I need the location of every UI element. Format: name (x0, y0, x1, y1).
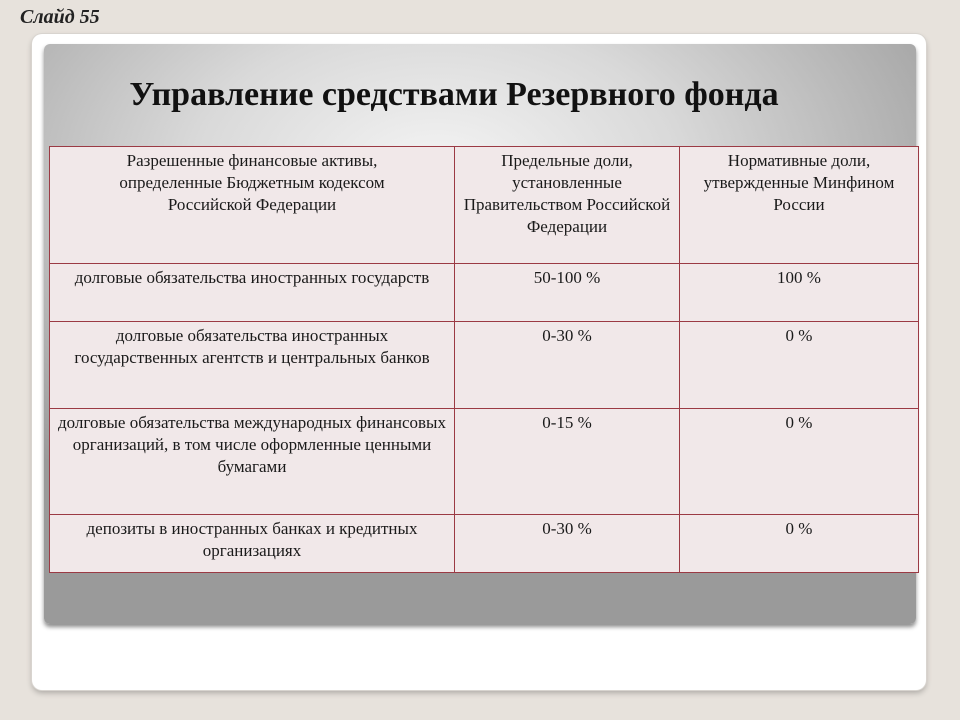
slide-number: Слайд 55 (20, 6, 100, 28)
limit-cell: 0-30 % (455, 322, 680, 409)
table-row (50, 515, 919, 573)
table-row (50, 264, 919, 322)
norm-cell: 0 % (680, 322, 919, 409)
asset-cell (50, 515, 455, 573)
asset-cell: долговые обязательства иностранных государств (50, 264, 455, 322)
slide-title: Управление средствами Резервного фонда (129, 76, 779, 113)
asset-text: депозиты в иностранных банках и кредитных организациях (86, 519, 418, 560)
limit-cell: 50-100 % (455, 264, 680, 322)
norm-cell: 0 % (680, 409, 919, 515)
asset-cell: долговые обязательства иностранных государственных агентств и центральных банков (50, 322, 455, 409)
limit-cell: 0-15 % (455, 409, 680, 515)
table-row (50, 322, 919, 409)
header-normative-shares (680, 147, 919, 264)
reserve-fund-table (49, 146, 919, 573)
limit-cell: 0-30 % (455, 515, 680, 573)
header-assets-text: Разрешенные финансовые активы, определенные Бюджетным кодексом Российской Федерации (119, 151, 385, 214)
header-limit-shares: Предельные доли, установленные Правительством Российской Федерации (455, 147, 680, 264)
asset-cell: долговые обязательства международных финансовых организаций, в том числе оформленные ценными бумагами (50, 409, 455, 515)
table-row (50, 409, 919, 515)
norm-cell: 0 % (680, 515, 919, 573)
header-assets (50, 147, 455, 264)
header-normative-text: Нормативные доли, утвержденные Минфином России (703, 151, 895, 214)
table-header-row (50, 147, 919, 264)
norm-cell: 100 % (680, 264, 919, 322)
